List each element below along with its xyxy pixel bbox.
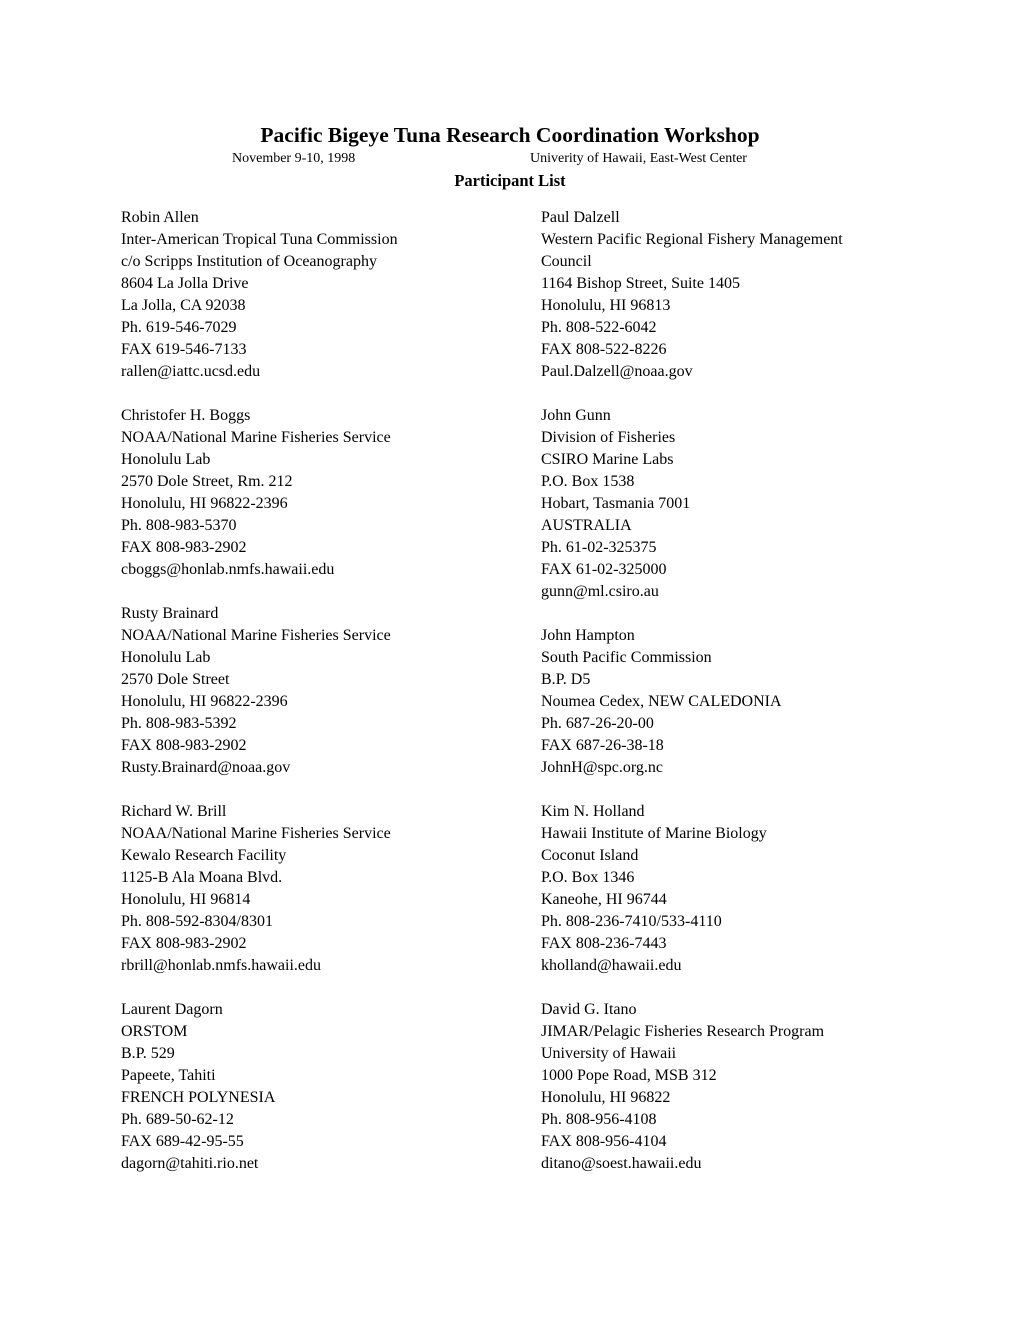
participant-detail-line: FAX 689-42-95-55 <box>121 1133 244 1150</box>
participant-entry <box>541 625 782 779</box>
participant-detail-line: FAX 808-983-2902 <box>121 935 247 952</box>
participant-detail-line: La Jolla, CA 92038 <box>121 297 246 314</box>
participant-name: David G. Itano <box>541 1001 637 1018</box>
participant-detail-line: Noumea Cedex, NEW CALEDONIA <box>541 693 782 710</box>
participant-name: Laurent Dagorn <box>121 1001 223 1018</box>
participant-detail-line: NOAA/National Marine Fisheries Service <box>121 429 391 446</box>
participant-name: John Gunn <box>541 407 611 424</box>
participant-detail-line: Ph. 619-546-7029 <box>121 319 237 336</box>
participant-detail-line: 2570 Dole Street <box>121 671 230 688</box>
participant-name: Kim N. Holland <box>541 803 645 820</box>
participant-detail-line: dagorn@tahiti.rio.net <box>121 1155 259 1172</box>
participant-detail-line: B.P. D5 <box>541 671 591 688</box>
participant-detail-line: Ph. 689-50-62-12 <box>121 1111 234 1128</box>
participant-entry <box>121 207 398 383</box>
participant-entry <box>541 207 843 383</box>
participant-entry <box>121 405 391 581</box>
participant-name: Paul Dalzell <box>541 209 620 226</box>
workshop-venue: Univerity of Hawaii, East-West Center <box>530 151 747 166</box>
participant-detail-line: ditano@soest.hawaii.edu <box>541 1155 702 1172</box>
participant-detail-line: c/o Scripps Institution of Oceanography <box>121 253 377 270</box>
participant-detail-line: South Pacific Commission <box>541 649 712 666</box>
participant-detail-line: Inter-American Tropical Tuna Commission <box>121 231 398 248</box>
participant-detail-line: 1000 Pope Road, MSB 312 <box>541 1067 717 1084</box>
participant-detail-line: FAX 61-02-325000 <box>541 561 667 578</box>
participant-detail-line: Kewalo Research Facility <box>121 847 287 864</box>
participant-entry <box>121 999 275 1175</box>
participant-detail-line: FAX 808-983-2902 <box>121 737 247 754</box>
participant-detail-line: Honolulu, HI 96822 <box>541 1089 671 1106</box>
participant-name: John Hampton <box>541 627 635 644</box>
participant-detail-line: CSIRO Marine Labs <box>541 451 674 468</box>
participant-detail-line: Hobart, Tasmania 7001 <box>541 495 691 512</box>
participant-detail-line: Honolulu, HI 96822-2396 <box>121 495 288 512</box>
participant-detail-line: 1164 Bishop Street, Suite 1405 <box>541 275 740 292</box>
participant-detail-line: JIMAR/Pelagic Fisheries Research Program <box>541 1023 825 1040</box>
participant-detail-line: kholland@hawaii.edu <box>541 957 682 974</box>
participant-detail-line: NOAA/National Marine Fisheries Service <box>121 825 391 842</box>
participant-detail-line: B.P. 529 <box>121 1045 175 1062</box>
participant-detail-line: FRENCH POLYNESIA <box>121 1089 276 1106</box>
participant-detail-line: ORSTOM <box>121 1023 188 1040</box>
participant-entry <box>541 405 690 603</box>
participant-detail-line: Papeete, Tahiti <box>121 1067 216 1084</box>
participant-name: Rusty Brainard <box>121 605 219 622</box>
participant-detail-line: Rusty.Brainard@noaa.gov <box>121 759 291 776</box>
participant-detail-line: rallen@iattc.ucsd.edu <box>121 363 261 380</box>
participant-name: Christofer H. Boggs <box>121 407 251 424</box>
participant-detail-line: Council <box>541 253 592 270</box>
participant-list-heading: Participant List <box>454 171 566 190</box>
participant-detail-line: cboggs@honlab.nmfs.hawaii.edu <box>121 561 335 578</box>
participant-detail-line: Hawaii Institute of Marine Biology <box>541 825 767 842</box>
participant-detail-line: JohnH@spc.org.nc <box>541 759 663 776</box>
participant-detail-line: gunn@ml.csiro.au <box>541 583 659 600</box>
participant-detail-line: Ph. 808-956-4108 <box>541 1111 657 1128</box>
participant-detail-line: 1125-B Ala Moana Blvd. <box>121 869 283 886</box>
participant-detail-line: Kaneohe, HI 96744 <box>541 891 667 908</box>
page-title: Pacific Bigeye Tuna Research Coordination Workshop <box>260 123 760 147</box>
participant-detail-line: FAX 619-546-7133 <box>121 341 247 358</box>
participant-entry <box>541 801 767 977</box>
participant-detail-line: Ph. 808-522-6042 <box>541 319 657 336</box>
participant-detail-line: University of Hawaii <box>541 1045 677 1062</box>
participant-detail-line: AUSTRALIA <box>541 517 632 534</box>
participant-detail-line: Honolulu Lab <box>121 649 211 666</box>
participant-detail-line: Ph. 687-26-20-00 <box>541 715 654 732</box>
participant-detail-line: FAX 808-983-2902 <box>121 539 247 556</box>
participant-detail-line: Ph. 61-02-325375 <box>541 539 657 556</box>
participant-detail-line: P.O. Box 1346 <box>541 869 635 886</box>
participant-entry <box>121 801 391 977</box>
participant-detail-line: Ph. 808-983-5392 <box>121 715 237 732</box>
participant-detail-line: Ph. 808-236-7410/533-4110 <box>541 913 722 930</box>
participant-detail-line: Honolulu, HI 96822-2396 <box>121 693 288 710</box>
participant-entry <box>121 603 391 779</box>
participant-detail-line: Honolulu, HI 96814 <box>121 891 251 908</box>
participant-entry <box>541 999 824 1175</box>
participant-detail-line: FAX 808-956-4104 <box>541 1133 667 1150</box>
participant-detail-line: Honolulu Lab <box>121 451 211 468</box>
participant-detail-line: 8604 La Jolla Drive <box>121 275 249 292</box>
workshop-date: November 9-10, 1998 <box>232 151 356 166</box>
participant-detail-line: Western Pacific Regional Fishery Management <box>541 231 843 248</box>
participant-name: Robin Allen <box>121 209 199 226</box>
participant-detail-line: Ph. 808-983-5370 <box>121 517 237 534</box>
participant-detail-line: FAX 808-522-8226 <box>541 341 667 358</box>
participant-detail-line: FAX 687-26-38-18 <box>541 737 664 754</box>
participant-detail-line: 2570 Dole Street, Rm. 212 <box>121 473 293 490</box>
participant-name: Richard W. Brill <box>121 803 227 820</box>
participant-detail-line: Ph. 808-592-8304/8301 <box>121 913 273 930</box>
participant-detail-line: Coconut Island <box>541 847 639 864</box>
participant-detail-line: Paul.Dalzell@noaa.gov <box>541 363 693 380</box>
participant-detail-line: FAX 808-236-7443 <box>541 935 667 952</box>
participant-detail-line: rbrill@honlab.nmfs.hawaii.edu <box>121 957 322 974</box>
participant-detail-line: Division of Fisheries <box>541 429 676 446</box>
participant-detail-line: Honolulu, HI 96813 <box>541 297 671 314</box>
participant-detail-line: P.O. Box 1538 <box>541 473 635 490</box>
participant-detail-line: NOAA/National Marine Fisheries Service <box>121 627 391 644</box>
